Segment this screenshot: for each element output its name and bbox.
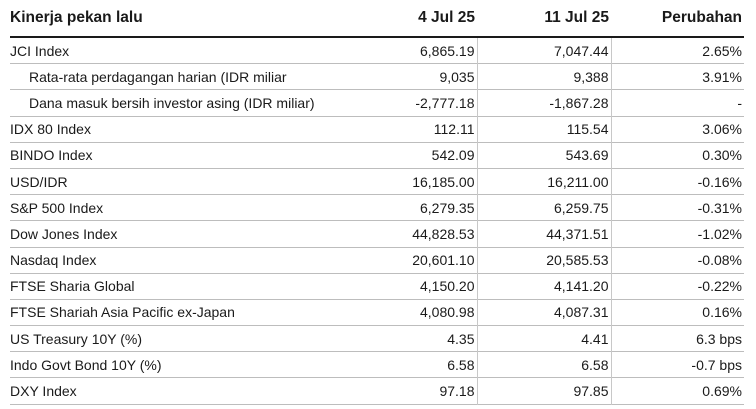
- value-4-jul: 4,150.20: [420, 278, 475, 295]
- value-11-jul: 4.41: [477, 326, 611, 352]
- table-row: [10, 168, 744, 194]
- table-row: [10, 90, 744, 116]
- table-row: [10, 37, 744, 64]
- value-change: -: [611, 90, 744, 116]
- value-4-jul: 44,828.53: [412, 225, 475, 242]
- value-change: -0.22%: [611, 273, 744, 299]
- table-header-row: [10, 0, 744, 37]
- table-row: [10, 326, 744, 352]
- value-11-jul: 97.85: [477, 378, 611, 404]
- table-row: [10, 273, 744, 299]
- table-row: [10, 352, 744, 378]
- value-change: 2.65%: [611, 37, 744, 64]
- table-row: [10, 195, 744, 221]
- row-label: Indo Govt Bond 10Y (%): [10, 356, 162, 373]
- row-label: Dana masuk bersih investor asing (IDR miliar): [29, 94, 315, 111]
- value-4-jul: 6,865.19: [420, 42, 475, 59]
- value-change: 6.3 bps: [611, 326, 744, 352]
- column-header-change: Perubahan: [661, 9, 742, 26]
- value-4-jul: -2,777.18: [415, 94, 475, 111]
- row-label: S&P 500 Index: [10, 199, 104, 216]
- table-row: [10, 378, 744, 404]
- value-11-jul: 543.69: [477, 142, 611, 168]
- weekly-performance-table: [10, 0, 744, 405]
- value-11-jul: 4,141.20: [477, 273, 611, 299]
- value-11-jul: 6,259.75: [477, 195, 611, 221]
- value-11-jul: 16,211.00: [477, 168, 611, 194]
- value-change: -0.7 bps: [611, 352, 744, 378]
- value-4-jul: 6,279.35: [420, 199, 475, 216]
- value-4-jul: 112.11: [433, 121, 475, 138]
- value-4-jul: 16,185.00: [412, 173, 475, 190]
- table-title: Kinerja pekan lalu: [10, 9, 143, 26]
- value-4-jul: 20,601.10: [412, 252, 475, 269]
- row-label: DXY Index: [10, 383, 77, 400]
- column-header-11-jul: 11 Jul 25: [544, 9, 609, 26]
- value-4-jul: 4,080.98: [420, 304, 475, 321]
- column-header-4-jul: 4 Jul 25: [418, 9, 475, 26]
- row-label: FTSE Sharia Global: [10, 278, 135, 295]
- row-label: FTSE Shariah Asia Pacific ex-Japan: [10, 304, 235, 321]
- value-change: -0.16%: [611, 168, 744, 194]
- row-label: US Treasury 10Y (%): [10, 330, 143, 347]
- value-11-jul: 4,087.31: [477, 299, 611, 325]
- value-change: -1.02%: [611, 221, 744, 247]
- table-row: [10, 142, 744, 168]
- value-11-jul: 20,585.53: [477, 247, 611, 273]
- value-11-jul: 115.54: [477, 116, 611, 142]
- value-change: -0.08%: [611, 247, 744, 273]
- value-change: 3.91%: [611, 64, 744, 90]
- table-row: [10, 247, 744, 273]
- row-label: USD/IDR: [10, 173, 68, 190]
- value-change: 0.69%: [611, 378, 744, 404]
- value-11-jul: -1,867.28: [477, 90, 611, 116]
- value-4-jul: 6.58: [447, 356, 475, 373]
- table-row: [10, 116, 744, 142]
- row-label: Dow Jones Index: [10, 225, 118, 242]
- value-4-jul: 542.09: [431, 147, 475, 164]
- table-row: [10, 299, 744, 325]
- table-row: [10, 221, 744, 247]
- value-4-jul: 97.18: [439, 383, 475, 400]
- value-4-jul: 9,035: [439, 68, 475, 85]
- row-label: BINDO Index: [10, 147, 93, 164]
- value-change: 0.30%: [611, 142, 744, 168]
- row-label: Nasdaq Index: [10, 252, 97, 269]
- row-label: JCI Index: [10, 42, 70, 59]
- table-row: [10, 64, 744, 90]
- value-11-jul: 6.58: [477, 352, 611, 378]
- row-label: Rata-rata perdagangan harian (IDR miliar: [29, 68, 287, 85]
- value-11-jul: 44,371.51: [477, 221, 611, 247]
- row-label: IDX 80 Index: [10, 121, 91, 138]
- value-change: 3.06%: [611, 116, 744, 142]
- value-change: 0.16%: [611, 299, 744, 325]
- value-4-jul: 4.35: [447, 330, 475, 347]
- value-11-jul: 9,388: [477, 64, 611, 90]
- value-change: -0.31%: [611, 195, 744, 221]
- value-11-jul: 7,047.44: [477, 37, 611, 64]
